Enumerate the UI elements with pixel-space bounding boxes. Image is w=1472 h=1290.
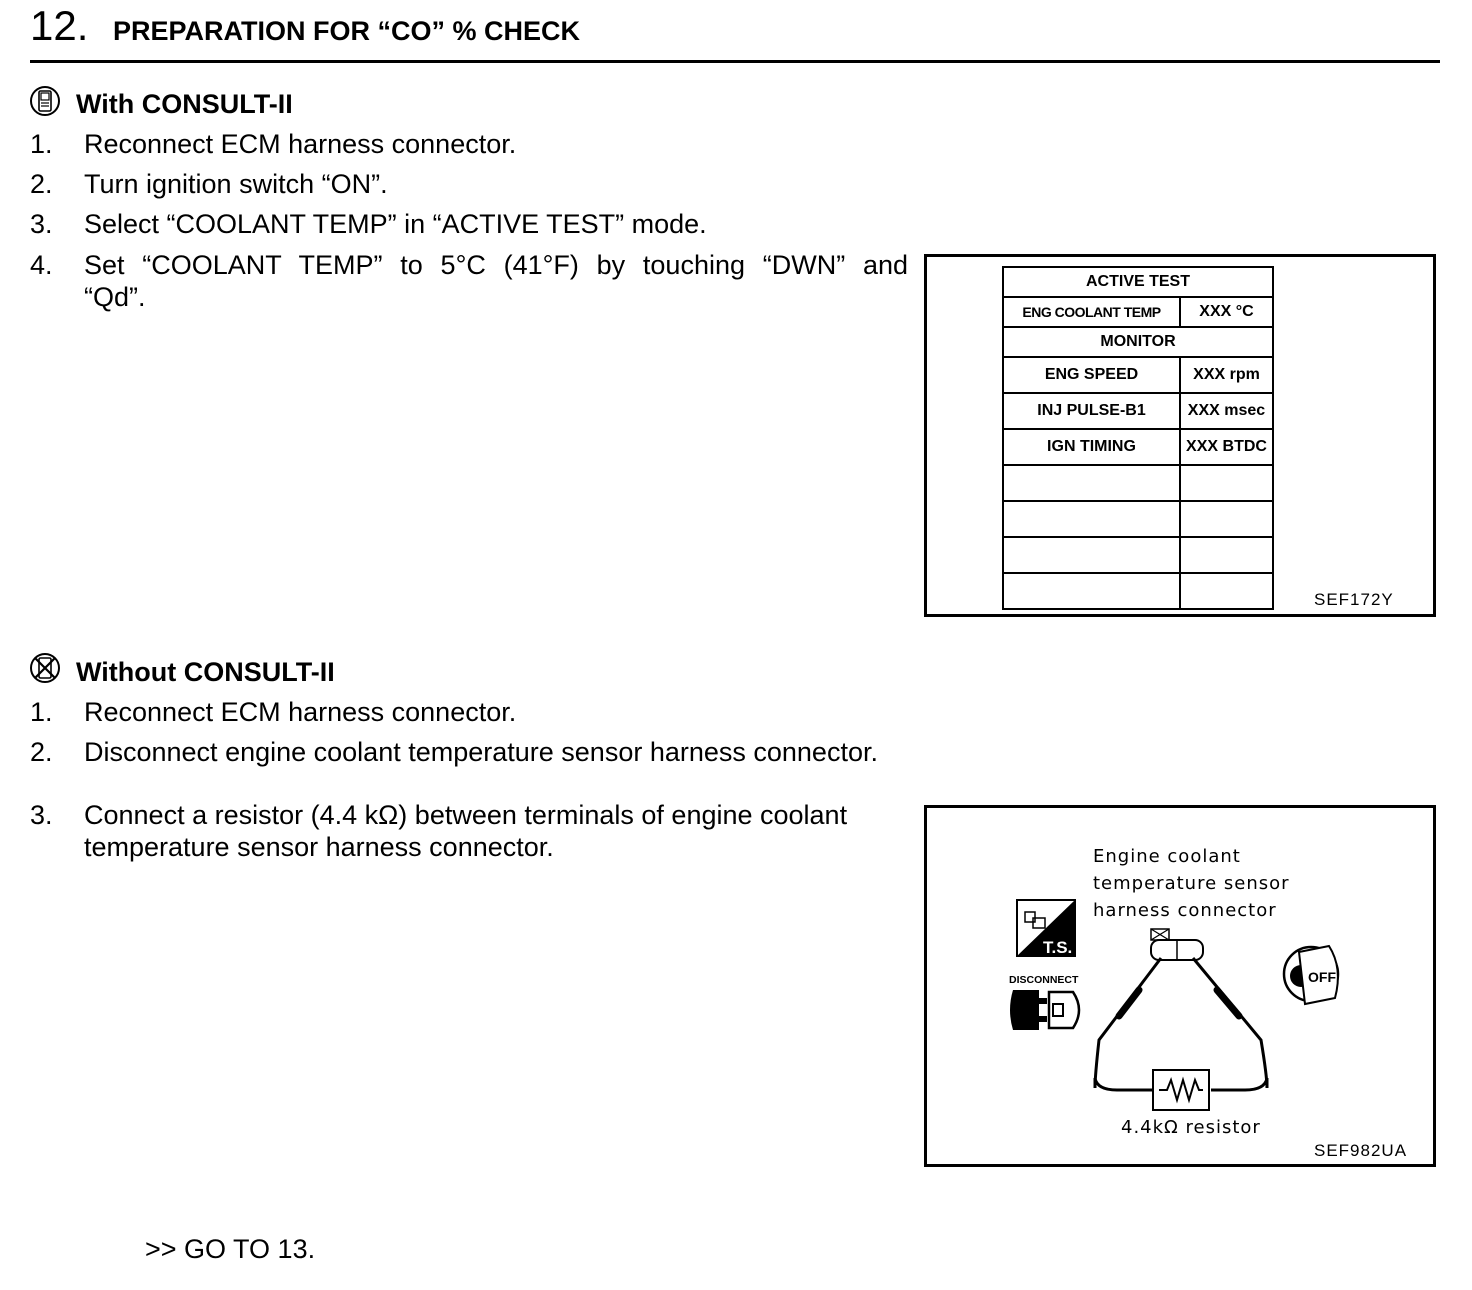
step-text: Select “COOLANT TEMP” in “ACTIVE TEST” mode.: [84, 209, 707, 239]
step-text: Reconnect ECM harness connector.: [84, 129, 517, 159]
resistor-diagram: [927, 808, 1433, 1164]
step-num: 2.: [30, 737, 53, 767]
step-num: 2.: [30, 169, 53, 199]
step-num: 4.: [30, 250, 53, 280]
disconnect-icon: [1009, 974, 1079, 1030]
blank-row: [1003, 537, 1273, 573]
active-test-table: [1002, 266, 1274, 610]
blank-row: [1003, 501, 1273, 537]
step-title: PREPARATION FOR “CO” % CHECK: [113, 16, 581, 46]
active-test-figure: [924, 254, 1436, 617]
step-text-line1: Connect a resistor (4.4 kΩ) between terminals of engine coolant: [84, 800, 848, 830]
monitor-value: XXX BTDC: [1180, 429, 1273, 465]
blank-row: [1003, 573, 1273, 609]
connector-label-line: Engine coolant: [1093, 846, 1241, 867]
figure-code: SEF982UA: [1314, 1141, 1408, 1160]
step-num: 3.: [30, 800, 53, 830]
ts-label: T.S.: [1043, 938, 1073, 957]
connector-label-line: harness connector: [1093, 900, 1277, 921]
monitor-label: IGN TIMING: [1003, 429, 1180, 465]
go-to-next-step: >> GO TO 13.: [145, 1234, 316, 1264]
step-text: Reconnect ECM harness connector.: [84, 697, 517, 727]
ts-icon: [1017, 900, 1075, 957]
monitor-value: XXX msec: [1180, 393, 1273, 429]
connector-label-line: temperature sensor: [1093, 873, 1290, 894]
no-consult-icon: [28, 651, 62, 685]
coolant-temp-label: ENG COOLANT TEMP: [1003, 297, 1180, 327]
monitor-value: XXX rpm: [1180, 357, 1273, 393]
resistor-label: 4.4kΩ resistor: [1121, 1117, 1261, 1138]
monitor-label: INJ PULSE-B1: [1003, 393, 1180, 429]
resistor-icon: [1153, 1070, 1209, 1110]
key-off-label: OFF: [1308, 969, 1336, 985]
step-text-line1: Set “COOLANT TEMP” to 5°C (41°F) by touching “DWN” and: [84, 250, 908, 280]
monitor-label: ENG SPEED: [1003, 357, 1180, 393]
ignition-key-off-icon: [1284, 946, 1338, 1004]
resistor-figure: [924, 805, 1436, 1167]
step-text-line2: temperature sensor harness connector.: [84, 832, 554, 862]
step-text: Turn ignition switch “ON”.: [84, 169, 388, 199]
coolant-temp-value: XXX °C: [1180, 297, 1273, 327]
monitor-title: MONITOR: [1003, 327, 1273, 357]
step-text-line2: “Qd”.: [84, 282, 146, 312]
step-num: 1.: [30, 697, 53, 727]
step-text: Disconnect engine coolant temperature sensor harness connector.: [84, 737, 878, 767]
disconnect-label: DISCONNECT: [1009, 974, 1079, 986]
step-number: 12.: [30, 2, 89, 49]
without-consult-heading: Without CONSULT-II: [76, 657, 335, 687]
figure-code: SEF172Y: [1314, 590, 1394, 609]
title-rule: [30, 60, 1440, 63]
probe-tips: [1119, 990, 1239, 1016]
step-num: 3.: [30, 209, 53, 239]
connector-icon: [1151, 929, 1203, 960]
with-consult-heading: With CONSULT-II: [76, 89, 293, 119]
consult-icon: [28, 84, 62, 118]
blank-row: [1003, 465, 1273, 501]
step-num: 1.: [30, 129, 53, 159]
active-test-title: ACTIVE TEST: [1003, 267, 1273, 297]
